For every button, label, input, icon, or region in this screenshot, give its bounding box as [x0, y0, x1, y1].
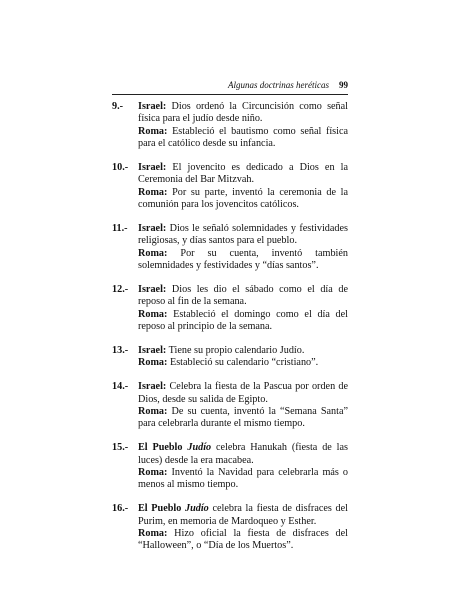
israel-label: Israel: [138, 161, 167, 173]
israel-text: Tiene su propio calendario Judío. [168, 344, 305, 356]
pueblo-label: El Pueblo [138, 503, 182, 515]
roma-text: De su cuenta, inventó la “Semana Santa” para celebrarla durante el mismo tiempo. [138, 405, 348, 430]
pueblo-label: El Pueblo [138, 442, 183, 454]
israel-paragraph [138, 284, 348, 309]
roma-paragraph [138, 357, 348, 369]
item-body [138, 162, 348, 211]
pueblo-text: celebra Hanukah (fiesta de las luces) desde la era macabea. [138, 442, 348, 466]
israel-paragraph [138, 345, 348, 357]
item-body [138, 101, 348, 150]
roma-label: Roma: [138, 247, 168, 259]
roma-label: Roma: [138, 527, 168, 539]
item-number: 16.- [112, 503, 129, 515]
roma-label: Roma: [138, 125, 168, 137]
pueblo-paragraph [138, 442, 348, 467]
israel-paragraph [138, 162, 348, 187]
pueblo-text: celebra la fiesta de disfraces del Purim, en memoria de Mardoqueo y Esther. [138, 503, 348, 527]
roma-text: Hizo oficial la fiesta de disfraces del “Halloween”, o “Día de los Muertos”. [138, 527, 348, 552]
item-number: 12.- [112, 283, 129, 295]
item-body [138, 442, 348, 491]
roma-paragraph [138, 406, 348, 431]
running-header [112, 79, 348, 95]
israel-text: Dios ordenó la Circuncisión como señal física para el judío desde niño. [138, 101, 349, 125]
israel-label: Israel: [138, 283, 167, 295]
pueblo-italic-label: Judío [185, 503, 209, 515]
item-number: 13.- [112, 344, 129, 356]
roma-text: Estableció el domingo como el día del reposo al principio de la semana. [138, 308, 348, 332]
item-number: 11.- [112, 222, 128, 234]
item-body [138, 284, 348, 333]
roma-paragraph [138, 187, 348, 212]
item-number: 14.- [112, 381, 129, 393]
roma-paragraph [138, 309, 348, 334]
roma-label: Roma: [138, 186, 168, 198]
item-number: 9.- [112, 101, 124, 112]
israel-paragraph [138, 381, 348, 406]
roma-label: Roma: [138, 357, 168, 369]
roma-text: Inventó la Navidad para celebrarla más o menos al mismo tiempo. [138, 466, 349, 491]
israel-text: Dios les dio el sábado como el día de reposo al fin de la semana. [138, 283, 348, 308]
roma-label: Roma: [138, 308, 168, 320]
israel-paragraph [138, 101, 348, 126]
item-number: 15.- [112, 442, 129, 454]
roma-paragraph [138, 467, 348, 492]
israel-paragraph [138, 223, 348, 248]
roma-text: Estableció el bautismo como señal física para el católico desde su infancia. [138, 125, 349, 149]
roma-label: Roma: [138, 466, 168, 478]
roma-label: Roma: [138, 405, 168, 417]
israel-label: Israel: [138, 222, 167, 234]
israel-text: El jovencito es dedicado a Dios en la Ceremonia del Bar Mitzvah. [138, 161, 348, 186]
item-body [138, 503, 348, 552]
pueblo-italic-label: Judío [187, 442, 212, 454]
roma-text: Por su parte, inventó la ceremonia de la comunión para los jovencitos católicos. [138, 186, 349, 210]
roma-text: Estableció su calendario “cristiano”. [169, 357, 319, 369]
list-item [112, 284, 348, 333]
comparison-list [112, 101, 348, 564]
list-item [112, 162, 348, 211]
roma-text: Por su cuenta, inventó también solemnidades y festividades y “días santos”. [138, 247, 348, 271]
item-number: 10.- [112, 161, 129, 173]
list-item [112, 503, 348, 552]
item-body [138, 381, 348, 430]
israel-text: Dios le señaló solemnidades y festividades religiosas, y días santos para el pueblo. [138, 222, 348, 247]
list-item [112, 381, 348, 430]
list-item [112, 223, 348, 272]
item-body [138, 345, 348, 370]
israel-label: Israel: [138, 101, 167, 112]
israel-label: Israel: [138, 344, 167, 356]
roma-paragraph [138, 248, 348, 273]
roma-paragraph [138, 528, 348, 553]
running-title: Algunas doctrinas heréticas [228, 80, 329, 90]
item-body [138, 223, 348, 272]
list-item [112, 101, 348, 150]
list-item [112, 345, 348, 370]
page-number: 99 [339, 80, 348, 90]
israel-text: Celebra la fiesta de la Pascua por orden de Dios, desde su salida de Egipto. [138, 381, 348, 405]
roma-paragraph [138, 126, 348, 151]
pueblo-paragraph [138, 503, 348, 528]
israel-label: Israel: [138, 381, 167, 393]
list-item [112, 442, 348, 491]
